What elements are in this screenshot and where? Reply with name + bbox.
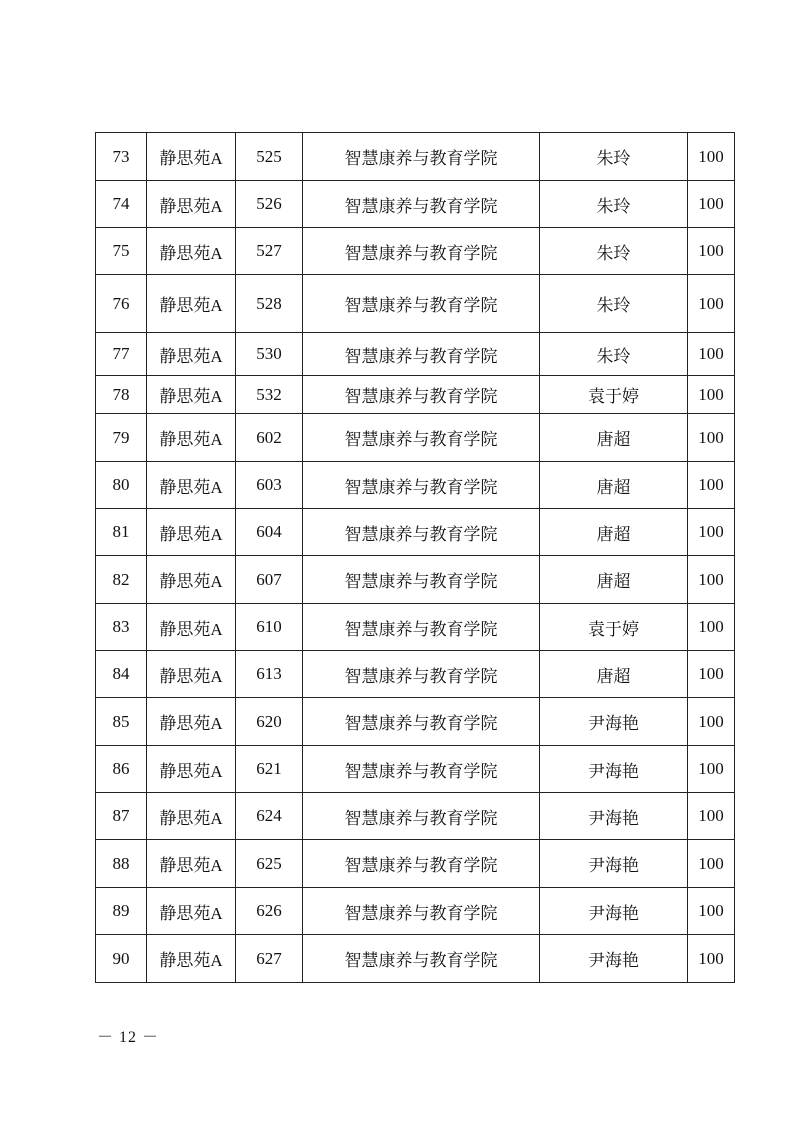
room-cell: 613 <box>236 651 303 698</box>
teacher-cell: 尹海艳 <box>540 746 688 793</box>
score-cell: 100 <box>688 133 735 181</box>
teacher-cell: 唐超 <box>540 414 688 462</box>
row-number: 83 <box>96 604 147 651</box>
building-cell: 静思苑A <box>147 181 236 228</box>
teacher-cell: 尹海艳 <box>540 793 688 840</box>
teacher-cell: 朱玲 <box>540 275 688 333</box>
teacher-cell: 尹海艳 <box>540 698 688 746</box>
college-cell: 智慧康养与教育学院 <box>303 333 540 376</box>
room-cell: 624 <box>236 793 303 840</box>
room-cell: 610 <box>236 604 303 651</box>
college-cell: 智慧康养与教育学院 <box>303 935 540 983</box>
room-cell: 626 <box>236 888 303 935</box>
building-cell: 静思苑A <box>147 333 236 376</box>
college-cell: 智慧康养与教育学院 <box>303 181 540 228</box>
table-row <box>96 509 735 556</box>
table-row <box>96 333 735 376</box>
college-cell: 智慧康养与教育学院 <box>303 746 540 793</box>
score-cell: 100 <box>688 888 735 935</box>
teacher-cell: 唐超 <box>540 509 688 556</box>
building-cell: 静思苑A <box>147 793 236 840</box>
table-body <box>96 133 735 983</box>
room-cell: 532 <box>236 376 303 414</box>
college-cell: 智慧康养与教育学院 <box>303 509 540 556</box>
row-number: 85 <box>96 698 147 746</box>
college-cell: 智慧康养与教育学院 <box>303 698 540 746</box>
college-cell: 智慧康养与教育学院 <box>303 376 540 414</box>
college-cell: 智慧康养与教育学院 <box>303 604 540 651</box>
table-row <box>96 651 735 698</box>
row-number: 88 <box>96 840 147 888</box>
college-cell: 智慧康养与教育学院 <box>303 462 540 509</box>
building-cell: 静思苑A <box>147 462 236 509</box>
building-cell: 静思苑A <box>147 275 236 333</box>
table-row <box>96 228 735 275</box>
college-cell: 智慧康养与教育学院 <box>303 888 540 935</box>
building-cell: 静思苑A <box>147 935 236 983</box>
table-row <box>96 604 735 651</box>
data-table <box>95 132 735 983</box>
room-cell: 528 <box>236 275 303 333</box>
building-cell: 静思苑A <box>147 698 236 746</box>
table-row <box>96 935 735 983</box>
teacher-cell: 朱玲 <box>540 181 688 228</box>
page-number: － 12 － <box>97 1029 160 1046</box>
row-number: 84 <box>96 651 147 698</box>
score-cell: 100 <box>688 333 735 376</box>
row-number: 76 <box>96 275 147 333</box>
score-cell: 100 <box>688 793 735 840</box>
teacher-cell: 尹海艳 <box>540 840 688 888</box>
room-cell: 525 <box>236 133 303 181</box>
row-number: 90 <box>96 935 147 983</box>
score-cell: 100 <box>688 376 735 414</box>
building-cell: 静思苑A <box>147 604 236 651</box>
building-cell: 静思苑A <box>147 414 236 462</box>
room-cell: 603 <box>236 462 303 509</box>
score-cell: 100 <box>688 228 735 275</box>
college-cell: 智慧康养与教育学院 <box>303 793 540 840</box>
college-cell: 智慧康养与教育学院 <box>303 133 540 181</box>
teacher-cell: 唐超 <box>540 556 688 604</box>
row-number: 75 <box>96 228 147 275</box>
score-cell: 100 <box>688 651 735 698</box>
teacher-cell: 尹海艳 <box>540 888 688 935</box>
room-cell: 625 <box>236 840 303 888</box>
table-row <box>96 556 735 604</box>
teacher-cell: 袁于婷 <box>540 376 688 414</box>
college-cell: 智慧康养与教育学院 <box>303 275 540 333</box>
score-cell: 100 <box>688 509 735 556</box>
building-cell: 静思苑A <box>147 888 236 935</box>
teacher-cell: 朱玲 <box>540 333 688 376</box>
score-cell: 100 <box>688 935 735 983</box>
score-cell: 100 <box>688 181 735 228</box>
row-number: 87 <box>96 793 147 840</box>
building-cell: 静思苑A <box>147 509 236 556</box>
row-number: 82 <box>96 556 147 604</box>
room-cell: 527 <box>236 228 303 275</box>
building-cell: 静思苑A <box>147 840 236 888</box>
row-number: 79 <box>96 414 147 462</box>
room-cell: 627 <box>236 935 303 983</box>
building-cell: 静思苑A <box>147 556 236 604</box>
room-cell: 526 <box>236 181 303 228</box>
room-cell: 607 <box>236 556 303 604</box>
table-row <box>96 888 735 935</box>
teacher-cell: 朱玲 <box>540 228 688 275</box>
score-cell: 100 <box>688 698 735 746</box>
table-row <box>96 698 735 746</box>
table-row <box>96 746 735 793</box>
score-cell: 100 <box>688 414 735 462</box>
teacher-cell: 唐超 <box>540 462 688 509</box>
college-cell: 智慧康养与教育学院 <box>303 228 540 275</box>
row-number: 81 <box>96 509 147 556</box>
room-cell: 620 <box>236 698 303 746</box>
table-row <box>96 462 735 509</box>
room-cell: 621 <box>236 746 303 793</box>
row-number: 74 <box>96 181 147 228</box>
college-cell: 智慧康养与教育学院 <box>303 414 540 462</box>
row-number: 86 <box>96 746 147 793</box>
table-row <box>96 376 735 414</box>
building-cell: 静思苑A <box>147 228 236 275</box>
row-number: 89 <box>96 888 147 935</box>
building-cell: 静思苑A <box>147 651 236 698</box>
score-cell: 100 <box>688 746 735 793</box>
score-cell: 100 <box>688 556 735 604</box>
table-row <box>96 840 735 888</box>
building-cell: 静思苑A <box>147 133 236 181</box>
teacher-cell: 尹海艳 <box>540 935 688 983</box>
table-row <box>96 181 735 228</box>
room-cell: 602 <box>236 414 303 462</box>
table-row <box>96 275 735 333</box>
table-row <box>96 133 735 181</box>
building-cell: 静思苑A <box>147 376 236 414</box>
table-row <box>96 414 735 462</box>
score-cell: 100 <box>688 604 735 651</box>
row-number: 73 <box>96 133 147 181</box>
row-number: 78 <box>96 376 147 414</box>
row-number: 80 <box>96 462 147 509</box>
score-cell: 100 <box>688 462 735 509</box>
college-cell: 智慧康养与教育学院 <box>303 556 540 604</box>
table-row <box>96 793 735 840</box>
teacher-cell: 袁于婷 <box>540 604 688 651</box>
room-cell: 530 <box>236 333 303 376</box>
score-cell: 100 <box>688 275 735 333</box>
score-cell: 100 <box>688 840 735 888</box>
room-cell: 604 <box>236 509 303 556</box>
college-cell: 智慧康养与教育学院 <box>303 651 540 698</box>
building-cell: 静思苑A <box>147 746 236 793</box>
teacher-cell: 唐超 <box>540 651 688 698</box>
row-number: 77 <box>96 333 147 376</box>
teacher-cell: 朱玲 <box>540 133 688 181</box>
college-cell: 智慧康养与教育学院 <box>303 840 540 888</box>
